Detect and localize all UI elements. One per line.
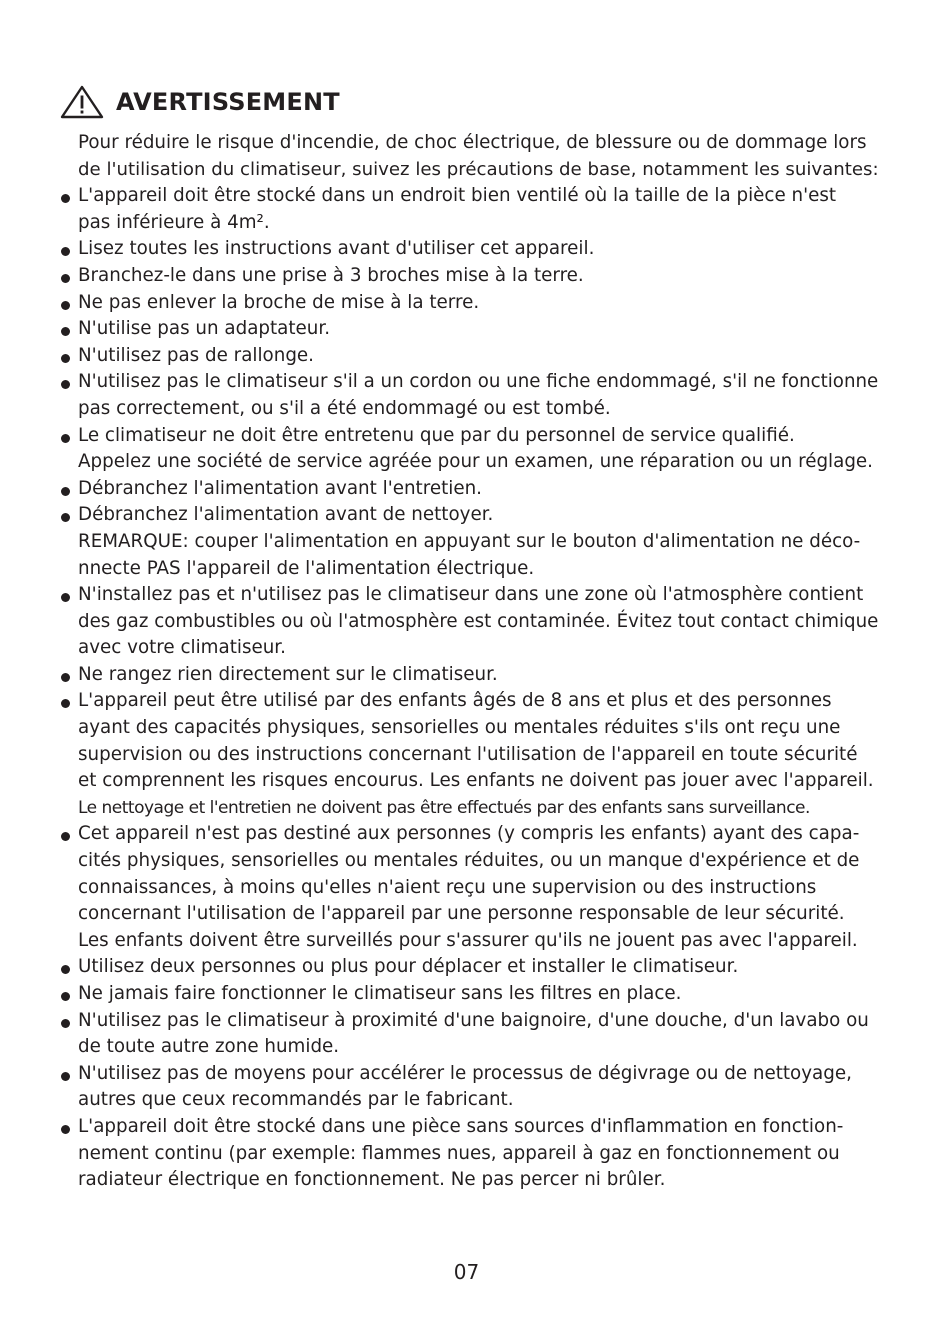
item-line: ayant des capacités physiques, sensorielles ou mentales réduites s'ils ont reçu une bbox=[78, 717, 841, 739]
item-line: avec votre climatiseur. bbox=[78, 637, 286, 659]
item-line: cités physiques, sensorielles ou mentales réduites, ou un manque d'expérience et de bbox=[78, 850, 860, 872]
item-line: L'appareil doit être stocké dans une pièce sans sources d'inflammation en fonction- bbox=[78, 1115, 844, 1137]
warning-body bbox=[78, 130, 878, 1194]
list-item bbox=[78, 316, 878, 343]
item-line: connaissances, à moins qu'elles n'aient reçu une supervision ou des instructions bbox=[78, 876, 817, 898]
list-item bbox=[78, 1008, 878, 1061]
list-item bbox=[78, 343, 878, 370]
list-item bbox=[78, 582, 878, 662]
item-line: et comprennent les risques encourus. Les enfants ne doivent pas jouer avec l'appareil. bbox=[78, 770, 874, 792]
item-line: Ne rangez rien directement sur le climatiseur. bbox=[78, 663, 498, 685]
intro-line: de l'utilisation du climatiseur, suivez les précautions de base, notamment les suivantes: bbox=[78, 158, 879, 180]
item-line: Ne pas enlever la broche de mise à la terre. bbox=[78, 291, 480, 313]
list-item bbox=[78, 236, 878, 263]
item-line: L'appareil doit être stocké dans un endroit bien ventilé où la taille de la pièce n'est bbox=[78, 185, 837, 207]
list-item bbox=[78, 662, 878, 689]
warning-title: AVERTISSEMENT bbox=[116, 88, 340, 116]
list-item bbox=[78, 369, 878, 422]
warning-triangle-icon bbox=[60, 85, 104, 119]
item-line: N'utilisez pas le climatiseur s'il a un cordon ou une fiche endommagé, s'il ne fonctionne bbox=[78, 371, 879, 393]
item-line: pas inférieure à 4m². bbox=[78, 211, 270, 233]
item-line: radiateur électrique en fonctionnement. Ne pas percer ni brûler. bbox=[78, 1169, 666, 1191]
item-line: nement continu (par exemple: flammes nues, appareil à gaz en fonctionnement ou bbox=[78, 1142, 840, 1164]
item-line: concernant l'utilisation de l'appareil par une personne responsable de leur sécurité. bbox=[78, 903, 845, 925]
list-item bbox=[78, 1114, 878, 1194]
item-line: N'utilisez pas de rallonge. bbox=[78, 344, 314, 366]
item-line: N'utilisez pas de moyens pour accélérer le processus de dégivrage ou de nettoyage, bbox=[78, 1062, 852, 1084]
list-item bbox=[78, 476, 878, 503]
item-line: Le nettoyage et l'entretien ne doivent pas être effectués par des enfants sans surveillance. bbox=[78, 797, 810, 818]
warning-header bbox=[60, 85, 340, 119]
item-line: autres que ceux recommandés par le fabricant. bbox=[78, 1089, 514, 1111]
item-line: Débranchez l'alimentation avant de nettoyer. bbox=[78, 504, 494, 526]
item-line: L'appareil peut être utilisé par des enfants âgés de 8 ans et plus et des personnes bbox=[78, 690, 832, 712]
list-item bbox=[78, 1061, 878, 1114]
page-number: 07 bbox=[453, 1260, 480, 1284]
list-item bbox=[78, 263, 878, 290]
item-line: N'utilise pas un adaptateur. bbox=[78, 318, 331, 340]
item-line: nnecte PAS l'appareil de l'alimentation électrique. bbox=[78, 557, 535, 579]
intro-line: Pour réduire le risque d'incendie, de choc électrique, de blessure ou de dommage lors bbox=[78, 132, 867, 153]
item-line: Appelez une société de service agréée pour un examen, une réparation ou un réglage. bbox=[78, 451, 873, 473]
item-line: Branchez-le dans une prise à 3 broches mise à la terre. bbox=[78, 264, 584, 286]
list-item bbox=[78, 821, 878, 954]
item-line: Utilisez deux personnes ou plus pour déplacer et installer le climatiseur. bbox=[78, 956, 739, 978]
item-line: Le climatiseur ne doit être entretenu que par du personnel de service qualifié. bbox=[78, 424, 795, 446]
item-line: Lisez toutes les instructions avant d'utiliser cet appareil. bbox=[78, 238, 595, 260]
list-item bbox=[78, 981, 878, 1008]
item-line: des gaz combustibles ou où l'atmosphère est contaminée. Évitez tout contact chimique bbox=[78, 610, 879, 632]
list-item bbox=[78, 954, 878, 981]
item-line: Ne jamais faire fonctionner le climatiseur sans les filtres en place. bbox=[78, 983, 682, 1004]
list-item bbox=[78, 290, 878, 317]
list-item bbox=[78, 502, 878, 582]
item-line: supervision ou des instructions concernant l'utilisation de l'appareil en toute sécurité bbox=[78, 743, 858, 765]
item-line: N'installez pas et n'utilisez pas le climatiseur dans une zone où l'atmosphère contient bbox=[78, 584, 864, 606]
item-line: REMARQUE: couper l'alimentation en appuyant sur le bouton d'alimentation ne déco- bbox=[78, 530, 861, 552]
item-line: Cet appareil n'est pas destiné aux personnes (y compris les enfants) ayant des capa- bbox=[78, 823, 860, 845]
item-line: pas correctement, ou s'il a été endommagé ou est tombé. bbox=[78, 397, 611, 419]
item-line: Débranchez l'alimentation avant l'entretien. bbox=[78, 477, 482, 499]
list-item bbox=[78, 183, 878, 236]
item-line: de toute autre zone humide. bbox=[78, 1036, 340, 1058]
list-item bbox=[78, 688, 878, 821]
item-line: Les enfants doivent être surveillés pour s'assurer qu'ils ne jouent pas avec l'appareil. bbox=[78, 929, 858, 951]
list-item bbox=[78, 423, 878, 476]
item-line: N'utilisez pas le climatiseur à proximité d'une baignoire, d'une douche, d'un lavabo ou bbox=[78, 1009, 869, 1031]
